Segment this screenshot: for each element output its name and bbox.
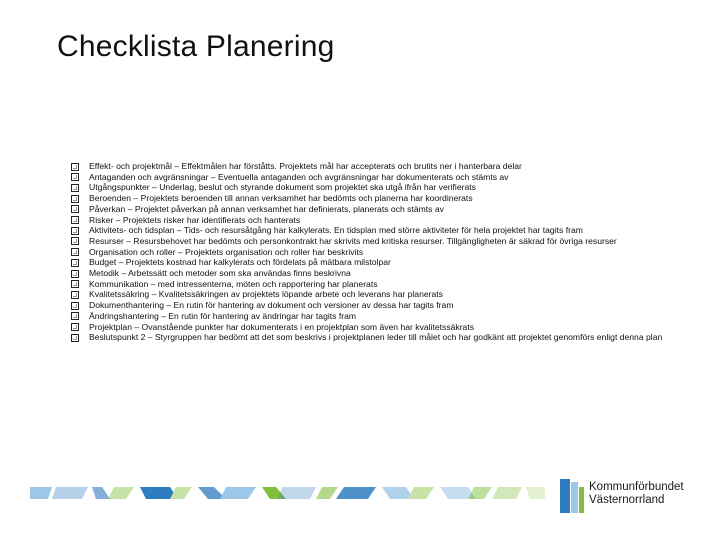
checklist-item-text: Metodik – Arbetssätt och metoder som ska användas finns beskrivna xyxy=(89,268,351,279)
checkbox-icon xyxy=(71,163,79,171)
checklist-item-text: Beroenden – Projektets beroenden till annan verksamhet har bedömts och planerna har koordinerats xyxy=(89,193,473,204)
checklist-item xyxy=(70,193,700,204)
checkbox-icon xyxy=(71,184,79,192)
checklist-item-text: Kommunikation – med intressenterna, möten och rapportering har planerats xyxy=(89,278,378,289)
checkbox-icon xyxy=(71,280,79,288)
checkbox-icon xyxy=(71,259,79,267)
checklist-item xyxy=(70,215,700,226)
logo-bar xyxy=(560,479,570,513)
checklist-item xyxy=(70,247,700,258)
band-shape xyxy=(468,487,492,499)
checkbox-icon xyxy=(71,248,79,256)
organization-logo-text xyxy=(589,481,684,507)
checkbox-icon xyxy=(71,312,79,320)
band-shape xyxy=(336,487,376,499)
checklist-item xyxy=(70,182,700,193)
checklist-item-text: Utgångspunkter – Underlag, beslut och styrande dokument som projektet ska utgå ifrån har verifierats xyxy=(89,182,476,193)
checkbox-icon xyxy=(71,227,79,235)
checklist-item xyxy=(70,257,700,268)
checkbox-icon xyxy=(71,205,79,213)
checklist-item xyxy=(70,161,700,172)
checklist-item-text: Dokumenthantering – En rutin för hantering av dokument och versioner av dessa har tagits fram xyxy=(89,300,454,311)
checkbox-icon xyxy=(71,195,79,203)
checkbox-icon xyxy=(71,237,79,245)
checklist-item xyxy=(70,279,700,290)
decorative-footer-band xyxy=(30,486,545,500)
checklist-item xyxy=(70,268,700,279)
checklist-item xyxy=(70,172,700,183)
checklist-item-text: Budget – Projektets kostnad har kalkylerats och fördelats på mätbara milstolpar xyxy=(89,257,391,268)
logo-icon xyxy=(560,479,584,513)
band-shape xyxy=(492,487,522,499)
band-shape xyxy=(30,487,52,499)
band-shape xyxy=(220,487,256,499)
logo-bar xyxy=(571,482,578,513)
checklist-item-text: Projektplan – Ovanstående punkter har dokumenterats i en projektplan som även har kvalitetssäkrats xyxy=(89,321,475,332)
checklist-item-text: Risker – Projektets risker har identifierats och hanterats xyxy=(89,214,301,225)
band-shape xyxy=(408,487,434,499)
checklist xyxy=(70,161,700,343)
band-shape xyxy=(526,487,545,499)
checklist-item-text: Ändringshantering – En rutin för hantering av ändringar har tagits fram xyxy=(89,310,357,321)
checkbox-icon xyxy=(71,323,79,331)
checklist-item xyxy=(70,332,700,343)
band-shape xyxy=(92,487,110,499)
checklist-item-text: Organisation och roller – Projektets organisation och roller har beskrivits xyxy=(89,246,364,257)
checklist-item-text: Beslutspunkt 2 – Styrgruppen har bedömt att det som beskrivs i projektplanen leder till målet och har godkänt att projektet genomförs enligt denna plan xyxy=(89,332,663,343)
checklist-item xyxy=(70,225,700,236)
checklist-item-text: Kvalitetssäkring – Kvalitetssäkringen av projektets löpande arbete och leverans har planerats xyxy=(89,289,443,300)
checkbox-icon xyxy=(71,302,79,310)
checkbox-icon xyxy=(71,173,79,181)
logo-line-1: Kommunförbundet xyxy=(589,481,684,493)
checklist-item xyxy=(70,289,700,300)
checkbox-icon xyxy=(71,291,79,299)
checklist-item xyxy=(70,236,700,247)
logo-line-2: Västernorrland xyxy=(589,494,665,506)
logo-bar xyxy=(579,487,584,513)
band-shape xyxy=(108,487,134,499)
checkbox-icon xyxy=(71,270,79,278)
checklist-item xyxy=(70,311,700,322)
checklist-item-text: Antaganden och avgränsningar – Eventuella antaganden och avgränsningar har dokumenterats och stämts av xyxy=(89,171,509,182)
band-shape xyxy=(316,487,338,499)
checkbox-icon xyxy=(71,334,79,342)
checklist-item xyxy=(70,322,700,333)
band-shape xyxy=(170,487,192,499)
page-title: Checklista Planering xyxy=(57,30,335,63)
band-shape xyxy=(278,487,316,499)
checklist-item xyxy=(70,204,700,215)
checklist-item-text: Effekt- och projektmål – Effektmålen har förståtts. Projektets mål har accepterats och brutits ner i hanterbara delar xyxy=(89,161,522,171)
band-shape xyxy=(52,487,88,499)
checklist-item-text: Aktivitets- och tidsplan – Tids- och resursåtgång har kalkylerats. En tidsplan med större aktiviteter för hela projektet har tagits fram xyxy=(89,225,583,236)
checklist-item-text: Påverkan – Projektet påverkan på annan verksamhet har definierats, planerats och stämts av xyxy=(89,203,444,214)
checklist-item-text: Resurser – Resursbehovet har bedömts och personkontrakt har skrivits med kritiska resurser. Tillgängligheten är säkrad för övriga resurser xyxy=(89,235,617,246)
checkbox-icon xyxy=(71,216,79,224)
checklist-item xyxy=(70,300,700,311)
